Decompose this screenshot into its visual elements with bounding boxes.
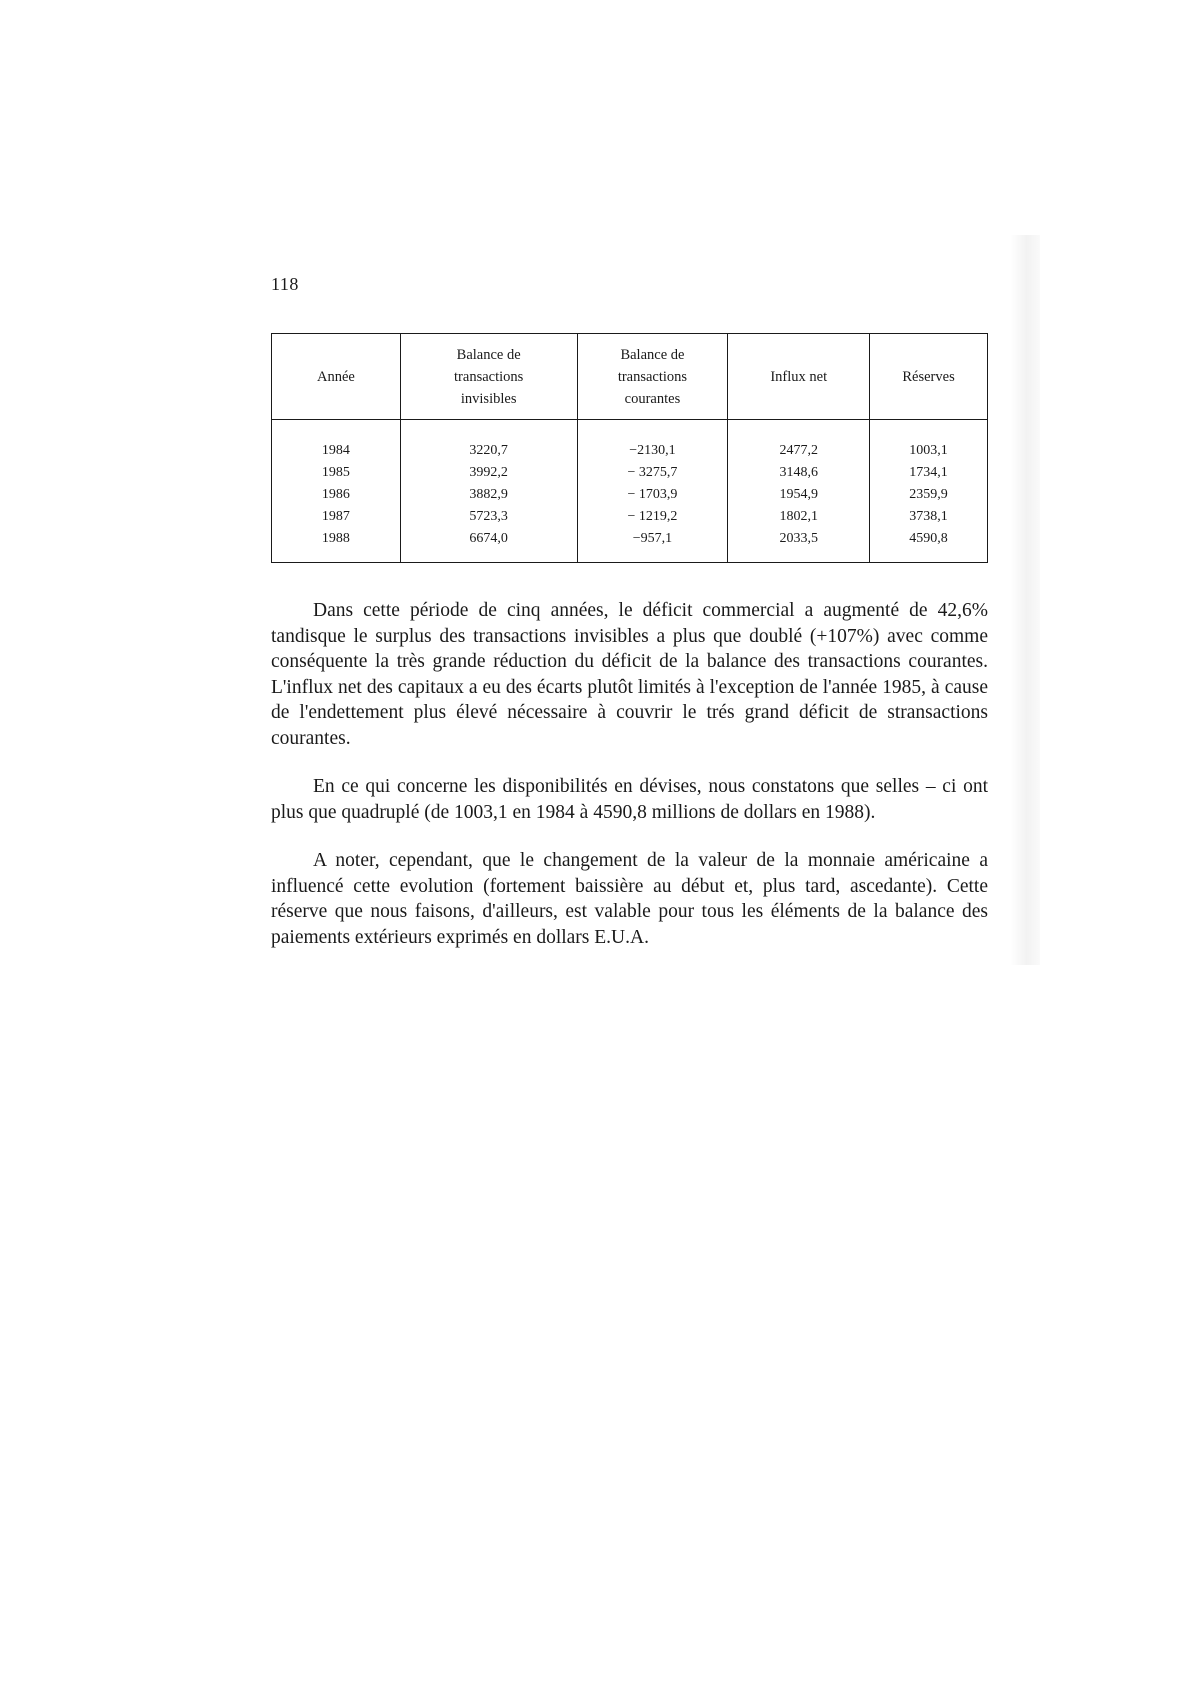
cell-invisibles: 6674,0 [400, 528, 577, 550]
cell-reserves: 3738,1 [870, 506, 988, 528]
table-row [272, 506, 988, 528]
cell-invisibles: 3992,2 [400, 462, 577, 484]
cell-year: 1988 [321, 531, 350, 546]
cell-year: 1986 [321, 487, 350, 502]
cell-year: 1987 [321, 509, 350, 524]
header-influx-net: Influx net [728, 334, 870, 420]
cell-courantes: −2130,1 [577, 440, 728, 462]
cell-courantes: − 3275,7 [577, 462, 728, 484]
cell-reserves: 1734,1 [870, 462, 988, 484]
table-row [272, 440, 988, 462]
cell-reserves: 1003,1 [870, 440, 988, 462]
header-balance-invisibles: Balance de transactions invisibles [400, 334, 577, 420]
table-row [272, 462, 988, 484]
table-spacer-row [272, 420, 988, 441]
balance-table [271, 333, 988, 563]
table-tail-row [272, 550, 988, 563]
paragraph-deficit-commercial: Dans cette période de cinq années, le déficit commercial a augmenté de 42,6% tandisque le surplus des transactions invisibles a plus que doublé (+107%) avec comme conséquente la très grande réduction du déficit de la balance des transactions courantes. L'influx net des capitaux a eu des écarts plutôt limités à l'exception de l'année 1985, à cause de l'endettement plus élevé nécessaire à couvrir le trés grand déficit de stransactions courantes. [271, 600, 988, 749]
cell-year: 1985 [321, 465, 350, 480]
cell-invisibles: 5723,3 [400, 506, 577, 528]
paragraph-monnaie-americaine: A noter, cependant, que le changement de la valeur de la monnaie américaine a influencé cette evolution (fortement baissière au début et, plus tard, ascedante). Cette réserve que nous faisons, d'ailleurs, est valable pour tous les éléments de la balance des paiements extérieurs exprimés en dollars E.U.A. [271, 850, 988, 948]
cell-influx: 1802,1 [728, 506, 870, 528]
cell-influx: 2033,5 [728, 528, 870, 550]
cell-invisibles: 3882,9 [400, 484, 577, 506]
table-header-row [272, 334, 988, 420]
cell-influx: 1954,9 [728, 484, 870, 506]
scan-shadow [1010, 235, 1040, 965]
cell-invisibles: 3220,7 [400, 440, 577, 462]
table-row [272, 484, 988, 506]
page-number: 118 [271, 274, 299, 294]
cell-influx: 3148,6 [728, 462, 870, 484]
cell-year: 1984 [321, 443, 350, 458]
table-row [272, 528, 988, 550]
cell-courantes: −957,1 [577, 528, 728, 550]
cell-courantes: − 1703,9 [577, 484, 728, 506]
paragraph-disponibilites: En ce qui concerne les disponibilités en dévises, nous constatons que selles – ci ont plus que quadruplé (de 1003,1 en 1984 à 4590,8 millions de dollars en 1988). [271, 776, 988, 823]
header-annee: Année [272, 334, 401, 420]
cell-reserves: 4590,8 [870, 528, 988, 550]
header-reserves: Réserves [870, 334, 988, 420]
cell-reserves: 2359,9 [870, 484, 988, 506]
header-balance-courantes: Balance de transactions courantes [577, 334, 728, 420]
cell-influx: 2477,2 [728, 440, 870, 462]
cell-courantes: − 1219,2 [577, 506, 728, 528]
